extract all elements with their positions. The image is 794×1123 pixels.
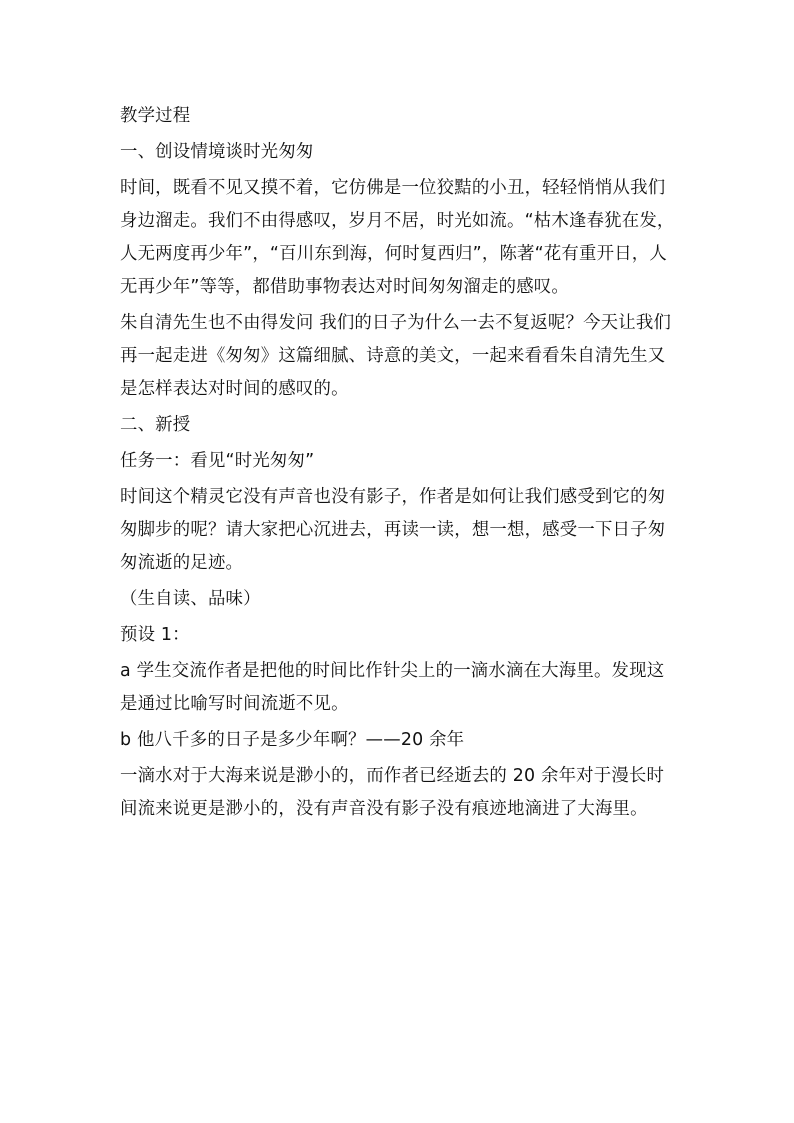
body-paragraph: 时间这个精灵它没有声音也没有影子，作者是如何让我们感受到它的匆匆脚步的呢？请大家把心沉进去，再读一读，想一想，感受一下日子匆匆流逝的足迹。 xyxy=(120,487,666,573)
stage-note: （生自读、品味） xyxy=(120,589,261,609)
body-paragraph: 朱自清先生也不由得发问 我们的日子为什么一去不复返呢？今天让我们再一起走进《匆匆》这篇细腻、诗意的美文，一起来看看朱自清先生又是怎样表达对时间的感叹的。 xyxy=(120,313,672,399)
body-paragraph: 时间，既看不见又摸不着，它仿佛是一位狡黠的小丑，轻轻悄悄从我们身边溜走。我们不由得感叹，岁月不居，时光如流。“枯木逢春犹在发，人无两度再少年”，“百川东到海，何时复西归”，陈著“花有重开日，人无再少年”等等，都借助事物表达对时间匆匆溜走的感叹。 xyxy=(120,178,675,297)
preset-label: 预设 1： xyxy=(120,625,190,645)
document-body xyxy=(120,100,680,829)
section-heading-part-two: 二、新授 xyxy=(120,415,191,435)
task-heading: 任务一：看见“时光匆匆” xyxy=(120,451,315,471)
preset-item-b: b 他八千多的日子是多少年啊？——20 余年 xyxy=(120,730,465,750)
body-paragraph: 一滴水对于大海来说是渺小的，而作者已经逝去的 20 余年对于漫长时间流来说更是渺小的，没有声音没有影子没有痕迹地滴进了大海里。 xyxy=(120,766,665,819)
section-heading-part-one: 一、创设情境谈时光匆匆 xyxy=(120,142,314,162)
section-heading-teaching-process: 教学过程 xyxy=(120,106,191,126)
preset-item-a: a 学生交流作者是把他的时间比作针尖上的一滴水滴在大海里。发现这是通过比喻写时间流逝不见。 xyxy=(120,661,665,714)
